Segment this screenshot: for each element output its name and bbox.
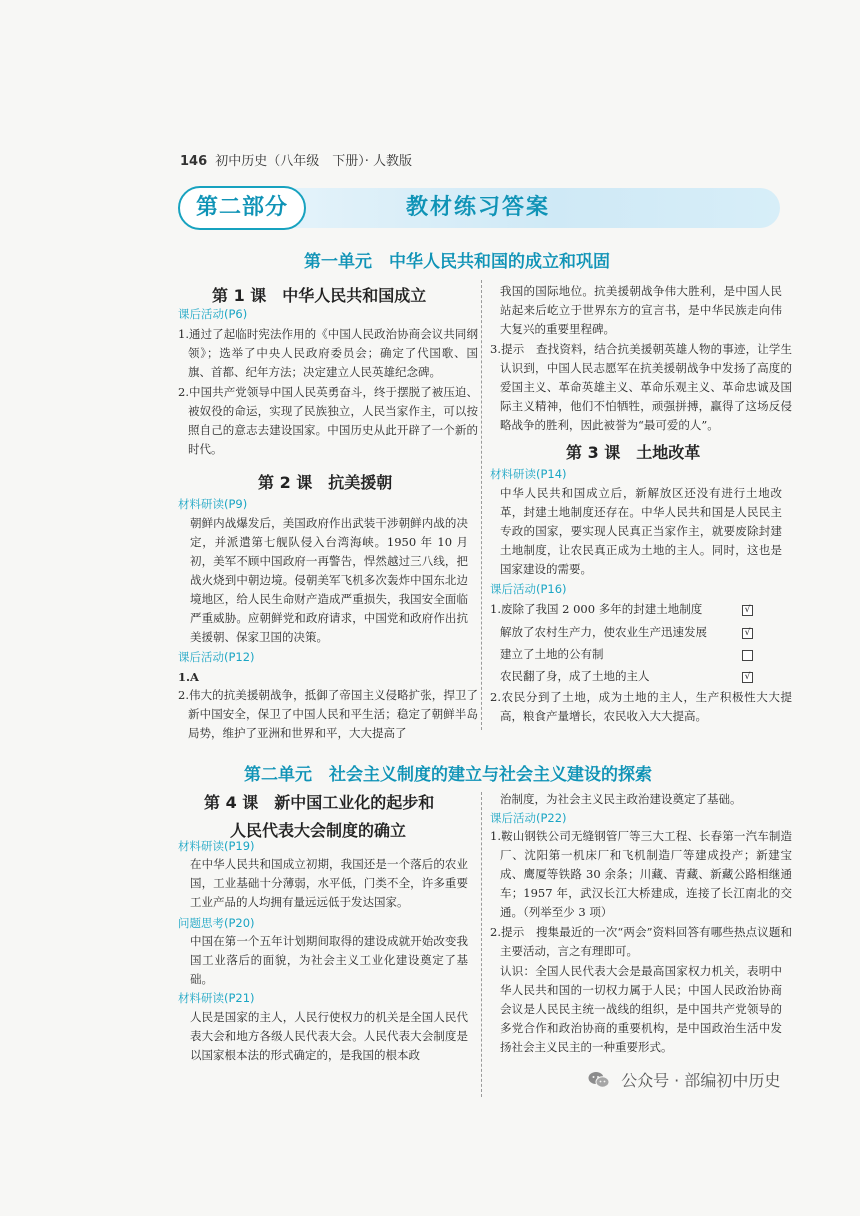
wechat-icon bbox=[588, 1071, 610, 1093]
lesson4-title-line1: 第 4 课 新中国工业化的起步和 bbox=[204, 793, 435, 812]
page-number: 146 bbox=[180, 154, 208, 169]
lesson3-material-text: 中华人民共和国成立后，新解放区还没有进行土地改革，封建土地制度还存在。中华人民共和国是人民民主专政的国家，要实现人民真正当家作主，就要废除封建土地制度，让农民真正成为土地的主人。同时，这也是国家建设的需要。 bbox=[500, 486, 782, 576]
checklist-item bbox=[500, 667, 650, 686]
lesson2-title: 第 2 课 抗美援朝 bbox=[258, 473, 393, 492]
checklist-item bbox=[500, 623, 707, 642]
checkbox: √ bbox=[742, 605, 753, 616]
lesson4-answer-2: 2.提示 搜集最近的一次“两会”资料回答有哪些热点议题和主要活动，言之有理即可。 bbox=[490, 925, 792, 958]
running-head bbox=[180, 150, 412, 169]
lesson1-title: 第 1 课 中华人民共和国成立 bbox=[212, 286, 427, 305]
column-divider bbox=[481, 280, 482, 730]
lesson2-answer-1: 1.A bbox=[178, 670, 199, 684]
checklist-item-text: 建立了土地的公有制 bbox=[500, 647, 604, 661]
lesson4-thinking-text: 中国在第一个五年计划期间取得的建设成就开始改变我国工业落后的面貌，为社会主义工业化建设奠定了基础。 bbox=[190, 934, 468, 986]
lesson2-section-material: 材料研读(P9) bbox=[178, 497, 248, 511]
banner-title: 教材练习答案 bbox=[406, 195, 551, 220]
checklist-item bbox=[490, 600, 702, 619]
lesson2-answer-3: 3.提示 查找资料，结合抗美援朝英雄人物的事迹，让学生认识到，中国人民志愿军在抗美援朝战争中发扬了高度的爱国主义、革命英雄主义、革命乐观主义、革命忠诚及国际主义精神，他们不怕牺牲，顽强拼搏，赢得了这场反侵略战争的胜利，因此被誉为“最可爱的人”。 bbox=[490, 342, 792, 432]
lesson4-section-material-2: 材料研读(P21) bbox=[178, 991, 255, 1005]
lesson4-answer-1: 1.鞍山钢铁公司无缝钢管厂等三大工程、长春第一汽车制造厂、沈阳第一机床厂和飞机制造厂等建成投产；新建宝成、鹰厦等铁路 30 余条；川藏、青藏、新藏公路相继通车；1957 年，武汉长江大桥建成，连接了长江南北的交通。（列举至少 3 项） bbox=[490, 829, 792, 919]
lesson1-answer-1: 1.通过了起临时宪法作用的《中国人民政治协商会议共同纲领》；选举了中央人民政府委员会；确定了代国歌、国旗、首都、纪年方法；决定建立人民英雄纪念碑。 bbox=[178, 327, 478, 379]
checklist-item-text: 农民翻了身，成了土地的主人 bbox=[500, 669, 650, 683]
lesson4-material-2: 人民是国家的主人，人民行使权力的机关是全国人民代表大会和地方各级人民代表大会。人民代表大会制度是以国家根本法的形式确定的，是我国的根本政 bbox=[190, 1010, 468, 1062]
lesson4-material-1: 在中华人民共和国成立初期，我国还是一个落后的农业国，工业基础十分薄弱，水平低，门类不全，许多重要工业产品的人均拥有量远远低于发达国家。 bbox=[190, 857, 468, 909]
lesson3-title: 第 3 课 土地改革 bbox=[566, 443, 701, 462]
checkbox bbox=[742, 650, 753, 661]
checklist-item bbox=[500, 645, 604, 664]
lesson2-answer-2: 2.伟大的抗美援朝战争，抵御了帝国主义侵略扩张，捍卫了新中国安全，保卫了中国人民和平生活；稳定了朝鲜半岛局势，维护了亚洲和世界和平，大大提高了 bbox=[178, 688, 478, 740]
watermark bbox=[588, 1068, 780, 1093]
lesson4-section-activity: 课后活动(P22) bbox=[490, 811, 567, 825]
watermark-text: 公众号 · 部编初中历史 bbox=[621, 1071, 781, 1090]
checkbox: √ bbox=[742, 672, 753, 683]
lesson4-material-2-continued: 治制度，为社会主义民主政治建设奠定了基础。 bbox=[500, 792, 742, 806]
lesson2-material-text: 朝鲜内战爆发后，美国政府作出武装干涉朝鲜内战的决定，并派遣第七舰队侵入台湾海峡。1950 年 10 月初，美军不顾中国政府一再警告，悍然越过三八线，把战火烧到中朝边境。侵朝美军飞机多次轰炸中国东北边境地区，给人民生命财产造成严重损失，我国安全面临严重威胁。应朝鲜党和政府请求，中国党和政府作出抗美援朝、保家卫国的决策。 bbox=[190, 516, 468, 644]
column-divider bbox=[481, 792, 482, 1097]
lesson3-section-material: 材料研读(P14) bbox=[490, 467, 567, 481]
unit2-title: 第二单元 社会主义制度的建立与社会主义建设的探索 bbox=[244, 765, 652, 785]
part-banner bbox=[178, 186, 780, 230]
lesson4-section-material-1: 材料研读(P19) bbox=[178, 839, 255, 853]
lesson2-answer-2-continued: 我国的国际地位。抗美援朝战争伟大胜利，是中国人民站起来后屹立于世界东方的宣言书，是中华民族走向伟大复兴的重要里程碑。 bbox=[500, 284, 782, 336]
lesson3-section-activity: 课后活动(P16) bbox=[490, 582, 567, 596]
lesson3-answer-2: 2.农民分到了土地，成为土地的主人，生产积极性大大提高，粮食产量增长，农民收入大大提高。 bbox=[490, 690, 792, 723]
checklist-item-text: 解放了农村生产力，使农业生产迅速发展 bbox=[500, 625, 707, 639]
checkbox: √ bbox=[742, 628, 753, 639]
part-badge: 第二部分 bbox=[178, 186, 306, 230]
book-title: 初中历史（八年级 下册）· 人教版 bbox=[215, 154, 413, 169]
lesson2-section-activity: 课后活动(P12) bbox=[178, 650, 255, 664]
unit1-title: 第一单元 中华人民共和国的成立和巩固 bbox=[304, 252, 610, 272]
lesson1-section-label: 课后活动(P6) bbox=[178, 307, 248, 321]
checklist-item-text: 1.废除了我国 2 000 多年的封建土地制度 bbox=[490, 602, 703, 616]
lesson1-answer-2: 2.中国共产党领导中国人民英勇奋斗，终于摆脱了被压迫、被奴役的命运，实现了民族独立，人民当家作主，可以按照自己的意志去建设国家。中国历史从此开辟了一个新的时代。 bbox=[178, 385, 478, 456]
lesson4-title-line2: 人民代表大会制度的确立 bbox=[230, 821, 407, 840]
lesson4-answer-2-understanding: 认识：全国人民代表大会是最高国家权力机关，表明中华人民共和国的一切权力属于人民；中国人民政治协商会议是人民民主统一战线的组织，是中国共产党领导的多党合作和政治协商的重要机构，是中国政治生活中发扬社会主义民主的一种重要形式。 bbox=[500, 964, 782, 1054]
lesson4-section-thinking: 问题思考(P20) bbox=[178, 916, 255, 930]
